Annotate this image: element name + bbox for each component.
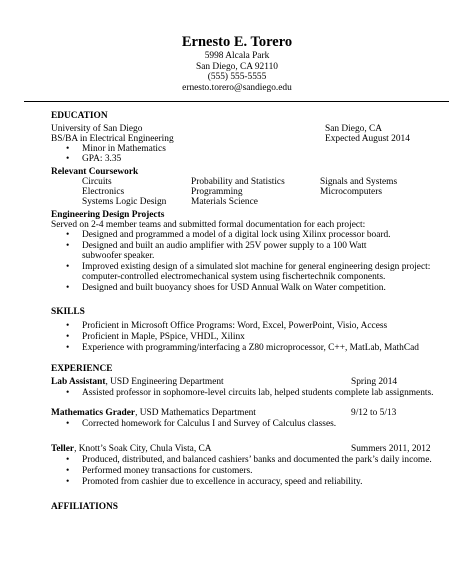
school-name: University of San Diego	[51, 124, 143, 134]
resume-header	[0, 34, 474, 93]
job-role: Teller	[51, 444, 75, 454]
email-address: ernesto.torero@sandiego.edu	[182, 82, 292, 93]
experience-heading: EXPERIENCE	[51, 364, 113, 374]
job-role: Mathematics Grader	[51, 408, 136, 418]
job-dates: Summers 2011, 2012	[351, 444, 431, 454]
skills-heading: SKILLS	[51, 307, 85, 317]
resume-page: Ernesto E. Torero 5998 Alcala Park San Diego, CA 92110 (555) 555-5555 ernesto.torero@sandiego.edu EDUCATION University of San Diego San Diego, CA BS/BA in Electrical Engineering Expected August 2014 Minor in Mathematics GPA: 3.35 Relevant Coursework Circuits Electronics Systems Logic Design Probability and Statistics Programming Materials Science Signals and Systems Microcomputers Engineering Design Projects Served on 2-4 member teams and submitted formal documentation for each project: Designed and programmed a model of a digital lock using Xilinx processor board. Designed and built an audio amplifier with 25V power supply to a 100 Watt subwoofer speaker. Improved existing design of a simulated slot machine for general engineering design project: computer-controlled electromechanical system using fischertechnik components. Designed and built buoyancy shoes for USD Annual Walk on Water competition. SKILLS Proficient in Microsoft Office Programs: Word, Excel, PowerPoint, Visio, Access Proficient in Maple, PSpice, VHDL, Xilinx Experience with programming/interfacing a Z80 microprocessor, C++, MatLab, MathCad EXPERIENCE Lab Assistant, USD Engineering Department Spring 2014 Assisted professor in sophomore-level circuits lab, helped students complete lab assignments. Mathematics Grader, USD Mathematics Department 9/12 to 5/13 Corrected homework for Calculus I and Survey of Calculus classes. Teller, Knott’s Soak City, Chula Vista, CA Summers 2011, 2012 Produced, distributed, and balanced cashiers’ banks and documented the park’s daily income. Performed money transactions for customers. Promoted from cashier due to excellence in accuracy, speed and reliability. AFFILIATIONS	[0, 0, 474, 576]
coursework-heading: Relevant Coursework	[51, 167, 139, 177]
course-item: Programming	[191, 187, 243, 197]
job-role: Lab Assistant	[51, 377, 106, 387]
education-heading: EDUCATION	[51, 111, 108, 121]
graduation-date: Expected August 2014	[325, 134, 410, 144]
header-divider	[24, 101, 449, 102]
affiliations-heading: AFFILIATIONS	[51, 502, 119, 512]
job-title-line	[51, 444, 212, 454]
course-item: Probability and Statistics	[191, 177, 285, 187]
phone-number: (555) 555-5555	[207, 72, 267, 83]
course-item: Signals and Systems	[320, 177, 398, 187]
job-organization: , USD Mathematics Department	[135, 408, 256, 418]
school-location: San Diego, CA	[325, 124, 383, 134]
job-title-line	[51, 377, 224, 387]
job-organization: , Knott’s Soak City, Chula Vista, CA	[74, 444, 212, 454]
address-line-1: 5998 Alcala Park	[204, 51, 270, 61]
job-organization: , USD Engineering Department	[105, 377, 224, 387]
address-line-2: San Diego, CA 92110	[196, 61, 278, 72]
course-item: Materials Science	[191, 197, 258, 207]
project-bullet-continued: computer-controlled electromechanical system using fischertechnik components.	[82, 272, 386, 282]
job-dates: 9/12 to 5/13	[351, 408, 397, 418]
projects-intro: Served on 2-4 member teams and submitted formal documentation for each project:	[51, 220, 366, 230]
project-bullet-continued: subwoofer speaker.	[82, 251, 155, 261]
job-title-line	[51, 408, 256, 418]
course-item: Systems Logic Design	[82, 197, 167, 207]
course-item: Electronics	[82, 187, 125, 197]
job-dates: Spring 2014	[351, 377, 398, 387]
course-item: Circuits	[82, 177, 112, 187]
projects-heading: Engineering Design Projects	[51, 210, 165, 220]
course-item: Microcomputers	[320, 187, 382, 197]
candidate-name: Ernesto E. Torero	[181, 34, 293, 50]
degree: BS/BA in Electrical Engineering	[51, 134, 174, 144]
